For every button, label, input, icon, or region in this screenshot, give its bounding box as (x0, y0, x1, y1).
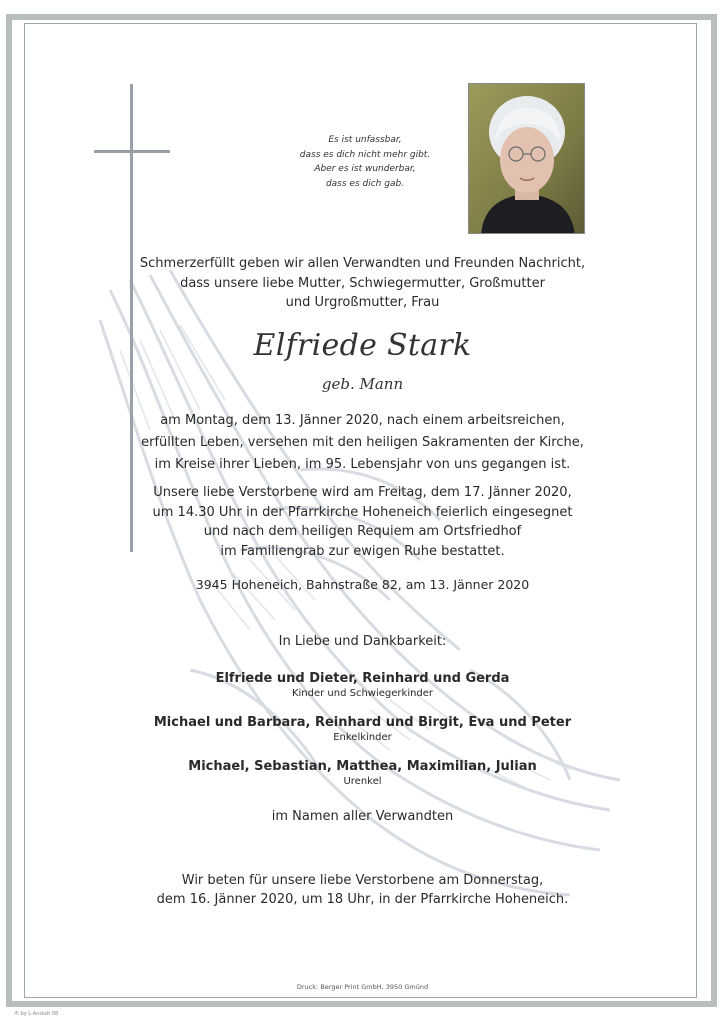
prayer-line: dem 16. Jänner 2020, um 18 Uhr, in der Pfarrkirche Hoheneich. (156, 892, 569, 907)
relatives-line: im Namen aller Verwandten (271, 809, 454, 824)
intro-line: dass unsere liebe Mutter, Schwiegermutter, Großmutter (180, 275, 545, 291)
paragraph-line: am Montag, dem 13. Jänner 2020, nach einem arbeitsreichen, (160, 413, 565, 428)
maiden-name: geb. Mann (321, 375, 404, 393)
family-names: Michael, Sebastian, Matthea, Maximilian, Julian (188, 759, 537, 774)
prayer-line: Wir beten für unsere liebe Verstorbene am Donnerstag, (181, 873, 544, 888)
prayer-notice (0, 871, 725, 909)
poem-line: Es ist unfassbar, (328, 135, 402, 145)
burial-paragraph (0, 483, 725, 561)
intro-line: Schmerzerfüllt geben wir allen Verwandten und Freunden Nachricht, (139, 256, 586, 271)
poem-line: dass es dich gab. (325, 178, 405, 189)
family-role: Kinder und Schwiegerkinder (291, 688, 434, 699)
cross-icon (130, 84, 133, 552)
paragraph-line: und nach dem heiligen Requiem am Ortsfriedhof (203, 524, 522, 539)
gratitude-line: In Liebe und Dankbarkeit: (278, 634, 447, 649)
paragraph-line: im Kreise ihrer Lieben, im 95. Lebensjahr von uns gegangen ist. (154, 457, 571, 472)
death-paragraph (0, 410, 725, 476)
paragraph-line: erfüllten Leben, versehen mit den heiligen Sakramenten der Kirche, (141, 435, 584, 450)
address-line: 3945 Hoheneich, Bahnstraße 82, am 13. Jänner 2020 (195, 577, 530, 592)
family-group (0, 671, 725, 699)
poem (280, 133, 450, 191)
family-names: Elfriede und Dieter, Reinhard und Gerda (215, 671, 510, 686)
family-group (0, 759, 725, 787)
paragraph-line: im Familiengrab zur ewigen Ruhe bestattet. (220, 543, 505, 559)
family-names: Michael und Barbara, Reinhard und Birgit, Eva und Peter (153, 715, 572, 730)
portrait-photo (468, 83, 585, 234)
deceased-name: Elfriede Stark (253, 328, 472, 363)
intro-line: und Urgroßmutter, Frau (285, 295, 440, 310)
family-group (0, 715, 725, 743)
paragraph-line: um 14.30 Uhr in der Pfarrkirche Hoheneich feierlich eingesegnet (152, 504, 573, 520)
poem-line: Aber es ist wunderbar, (314, 164, 416, 174)
intro-text (0, 254, 725, 313)
family-role: Enkelkinder (333, 732, 392, 743)
print-code: ® by L-Anstalt 08 (14, 1011, 59, 1017)
printer-credit: Druck: Berger Print GmbH, 3950 Gmünd (296, 983, 429, 991)
family-role: Urenkel (343, 776, 382, 787)
poem-line: dass es dich nicht mehr gibt. (299, 149, 431, 160)
cross-icon-bar (94, 150, 170, 153)
paragraph-line: Unsere liebe Verstorbene wird am Freitag, dem 17. Jänner 2020, (153, 485, 572, 500)
